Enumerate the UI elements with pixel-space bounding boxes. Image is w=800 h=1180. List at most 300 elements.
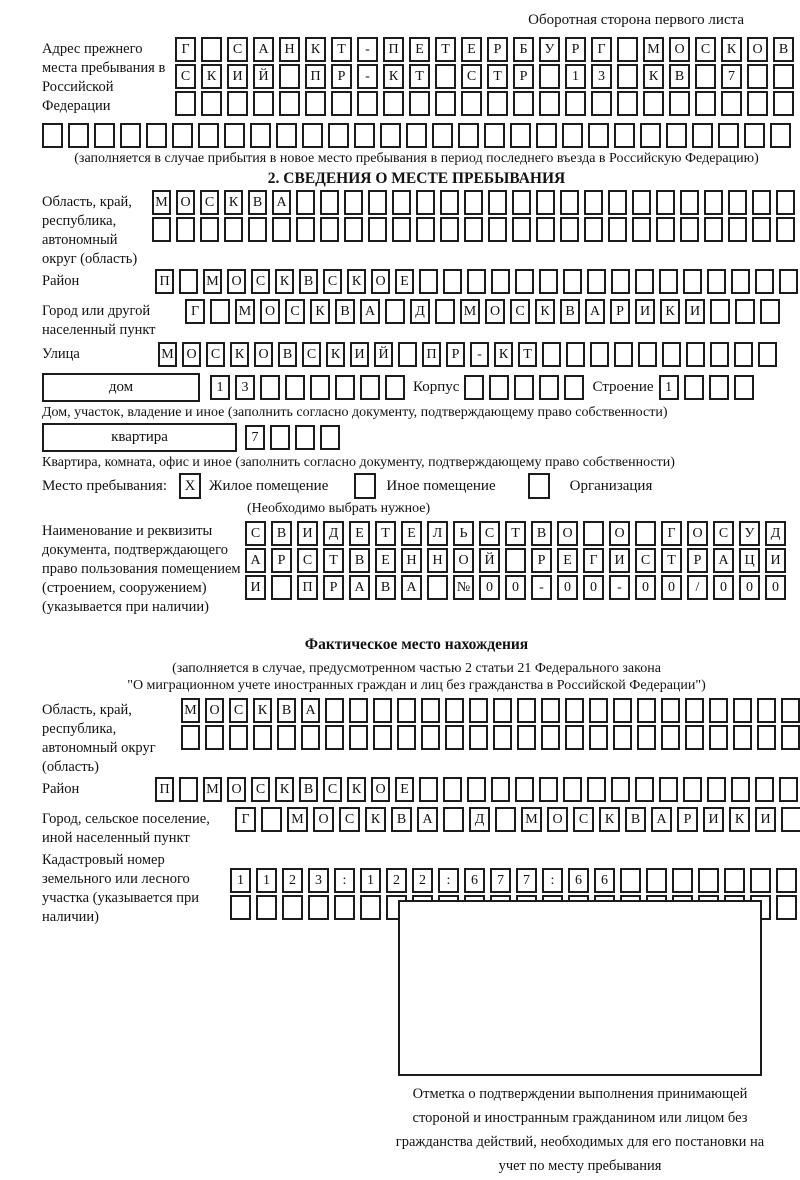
form-cell: Р	[331, 64, 352, 89]
page-side-note: Оборотная сторона первого листа	[528, 12, 744, 28]
form-cell: О	[227, 777, 246, 802]
form-cell	[710, 342, 729, 367]
registration-stamp-note: Отметка о подтверждении выполнения принимающей стороной и иностранным гражданином или лицом без гражданства действий, необходимых для его постановки на учет по месту пребывания	[395, 1086, 765, 1174]
form-cell	[617, 64, 638, 89]
form-cell	[728, 190, 747, 215]
form-cell: О	[313, 807, 334, 832]
form-cell: -	[357, 64, 378, 89]
street-row	[158, 342, 777, 367]
form-cell: Г	[185, 299, 205, 324]
form-cell	[467, 777, 486, 802]
form-cell	[271, 575, 292, 600]
region-row-1	[152, 190, 795, 215]
form-cell	[301, 725, 320, 750]
form-cell	[637, 698, 656, 723]
form-cell: В	[271, 521, 292, 546]
form-cell: Г	[583, 548, 604, 573]
form-cell	[427, 575, 448, 600]
form-cell: С	[251, 777, 270, 802]
form-cell	[279, 91, 300, 116]
actual-district-row	[155, 777, 798, 802]
form-cell: С	[323, 269, 342, 294]
form-cell	[656, 217, 675, 242]
form-cell: И	[609, 548, 630, 573]
form-cell	[672, 868, 693, 893]
form-cell	[779, 269, 798, 294]
form-cell	[487, 91, 508, 116]
form-cell	[721, 91, 742, 116]
form-cell: К	[230, 342, 249, 367]
form-cell: 0	[557, 575, 578, 600]
form-cell: Е	[375, 548, 396, 573]
actual-city-row	[235, 807, 800, 832]
actual-location-caption-1: (заполняется в случае, предусмотренном частью 2 статьи 21 Федерального закона	[172, 661, 661, 676]
form-cell	[368, 217, 387, 242]
form-cell: Т	[505, 521, 526, 546]
form-cell: 0	[505, 575, 526, 600]
document-row-1	[245, 521, 786, 546]
form-cell	[328, 123, 349, 148]
form-cell	[419, 269, 438, 294]
district-label: Район	[42, 273, 80, 289]
form-cell	[635, 521, 656, 546]
previous-address-row-4	[42, 123, 791, 148]
form-cell	[320, 190, 339, 215]
document-label: Наименование и реквизиты документа, подтверждающего право пользования помещением (строением, сооружением) (указывается при наличии)	[42, 523, 241, 615]
form-cell: 0	[479, 575, 500, 600]
form-cell: К	[535, 299, 555, 324]
house-line	[42, 373, 791, 402]
form-cell: 7	[490, 868, 511, 893]
form-cell: Р	[531, 548, 552, 573]
form-cell: И	[245, 575, 266, 600]
form-cell: -	[609, 575, 630, 600]
section2-title: 2. СВЕДЕНИЯ О МЕСТЕ ПРЕБЫВАНИЯ	[267, 170, 566, 187]
form-cell	[781, 807, 800, 832]
form-cell	[613, 725, 632, 750]
stay-type-option-organization: Организация	[569, 477, 653, 494]
form-cell: Е	[461, 37, 482, 62]
form-cell: 3	[308, 868, 329, 893]
form-cell	[735, 299, 755, 324]
form-cell	[250, 123, 271, 148]
form-cell	[320, 217, 339, 242]
form-cell: №	[453, 575, 474, 600]
form-cell	[432, 123, 453, 148]
form-cell	[683, 777, 702, 802]
form-cell: С	[461, 64, 482, 89]
field-previous-address	[42, 37, 791, 123]
form-cell	[513, 91, 534, 116]
form-cell: Д	[469, 807, 490, 832]
form-cell: О	[669, 37, 690, 62]
form-cell: Т	[375, 521, 396, 546]
field-document	[42, 519, 791, 635]
form-cell: В	[278, 342, 297, 367]
form-cell	[591, 91, 612, 116]
form-cell: Н	[279, 37, 300, 62]
form-cell	[435, 91, 456, 116]
form-cell	[770, 123, 791, 148]
form-cell: Й	[479, 548, 500, 573]
previous-address-row-1	[175, 37, 794, 62]
field-actual-district	[42, 777, 791, 804]
form-cell	[517, 698, 536, 723]
form-cell	[443, 807, 464, 832]
form-cell	[385, 375, 405, 400]
form-cell	[491, 269, 510, 294]
form-cell	[776, 895, 797, 920]
form-cell: К	[643, 64, 664, 89]
form-cell: С	[251, 269, 270, 294]
form-cell: С	[695, 37, 716, 62]
form-cell	[757, 698, 776, 723]
form-cell: В	[669, 64, 690, 89]
form-cell: К	[224, 190, 243, 215]
form-cell	[435, 299, 455, 324]
form-cell: Ь	[453, 521, 474, 546]
form-cell: О	[176, 190, 195, 215]
form-cell: К	[253, 698, 272, 723]
form-cell: М	[287, 807, 308, 832]
form-cell	[175, 91, 196, 116]
form-cell: Е	[409, 37, 430, 62]
form-cell: О	[547, 807, 568, 832]
form-cell: О	[557, 521, 578, 546]
form-cell	[611, 777, 630, 802]
form-cell	[146, 123, 167, 148]
form-cell: Р	[610, 299, 630, 324]
form-cell	[305, 91, 326, 116]
form-cell: О	[371, 269, 390, 294]
building-cells	[659, 375, 754, 400]
form-cell: П	[155, 269, 174, 294]
form-cell: С	[175, 64, 196, 89]
form-cell: 1	[360, 868, 381, 893]
form-cell	[704, 190, 723, 215]
form-cell: Е	[395, 269, 414, 294]
form-cell: М	[203, 269, 222, 294]
form-cell	[563, 269, 582, 294]
field-actual-region	[42, 698, 791, 777]
form-cell: К	[275, 777, 294, 802]
form-cell: Е	[349, 521, 370, 546]
form-cell	[686, 342, 705, 367]
stay-type-option-other: Иное помещение	[386, 477, 496, 494]
form-cell	[718, 123, 739, 148]
form-cell: И	[765, 548, 786, 573]
form-cell	[620, 868, 641, 893]
form-cell: А	[253, 37, 274, 62]
form-cell	[383, 91, 404, 116]
form-cell	[42, 123, 63, 148]
form-cell	[409, 91, 430, 116]
form-cell: Л	[427, 521, 448, 546]
form-cell	[200, 217, 219, 242]
form-cell: Д	[765, 521, 786, 546]
form-cell: И	[635, 299, 655, 324]
form-cell	[349, 725, 368, 750]
form-cell	[272, 217, 291, 242]
stay-type-note: (Необходимо выбрать нужное)	[247, 501, 431, 516]
city-label: Город или другой населенный пункт	[42, 303, 156, 338]
form-cell: К	[721, 37, 742, 62]
form-cell	[733, 725, 752, 750]
actual-region-row-2	[181, 725, 800, 750]
actual-region-row-1	[181, 698, 800, 723]
form-cell	[392, 190, 411, 215]
form-cell: Р	[271, 548, 292, 573]
form-cell	[435, 64, 456, 89]
apartment-box-label: квартира	[42, 423, 237, 452]
form-cell: Р	[323, 575, 344, 600]
form-cell: С	[510, 299, 530, 324]
form-cell	[611, 269, 630, 294]
form-cell	[296, 190, 315, 215]
form-cell	[695, 91, 716, 116]
form-cell	[709, 698, 728, 723]
form-cell: Г	[661, 521, 682, 546]
form-cell	[661, 698, 680, 723]
form-cell	[565, 698, 584, 723]
form-cell	[776, 217, 795, 242]
form-cell	[397, 725, 416, 750]
form-cell	[750, 868, 771, 893]
form-cell: К	[494, 342, 513, 367]
form-cell	[514, 375, 534, 400]
form-cell	[541, 725, 560, 750]
form-cell: Е	[401, 521, 422, 546]
form-cell: 3	[591, 64, 612, 89]
form-cell	[661, 725, 680, 750]
form-cell	[666, 123, 687, 148]
form-cell	[588, 123, 609, 148]
stay-type-checkbox-other	[354, 473, 376, 499]
form-cell: К	[660, 299, 680, 324]
form-cell: В	[299, 777, 318, 802]
form-cell: А	[651, 807, 672, 832]
form-cell: И	[227, 64, 248, 89]
form-cell: О	[453, 548, 474, 573]
form-cell: О	[687, 521, 708, 546]
apartment-line	[42, 423, 791, 452]
form-cell: В	[625, 807, 646, 832]
form-cell: В	[391, 807, 412, 832]
form-cell	[724, 868, 745, 893]
form-cell	[464, 217, 483, 242]
stay-type-line	[42, 473, 791, 499]
form-cell	[179, 777, 198, 802]
form-cell	[760, 299, 780, 324]
form-cell: М	[203, 777, 222, 802]
form-cell	[560, 217, 579, 242]
form-cell	[536, 217, 555, 242]
form-cell	[445, 698, 464, 723]
form-cell	[270, 425, 290, 450]
form-cell	[406, 123, 427, 148]
form-cell	[536, 123, 557, 148]
form-cell	[560, 190, 579, 215]
apartment-cells	[245, 425, 340, 450]
form-cell	[637, 725, 656, 750]
form-cell	[488, 190, 507, 215]
form-cell	[484, 123, 505, 148]
form-cell	[752, 217, 771, 242]
form-cell: 2	[412, 868, 433, 893]
form-cell: Б	[513, 37, 534, 62]
form-cell	[709, 725, 728, 750]
previous-address-caption: (заполняется в случае прибытия в новое место пребывания в период последнего въезда в Российскую Федерацию)	[74, 151, 759, 166]
form-cell: 0	[661, 575, 682, 600]
form-cell	[230, 895, 251, 920]
form-cell: О	[182, 342, 201, 367]
form-cell	[198, 123, 219, 148]
form-cell	[707, 269, 726, 294]
form-cell: С	[285, 299, 305, 324]
form-cell: 2	[386, 868, 407, 893]
form-cell	[646, 868, 667, 893]
form-cell	[698, 868, 719, 893]
form-cell	[443, 777, 462, 802]
document-row-2	[245, 548, 786, 573]
form-cell	[392, 217, 411, 242]
field-district	[42, 269, 791, 296]
form-cell: С	[297, 548, 318, 573]
cadastral-label: Кадастровый номер земельного или лесного участка (указывается при наличии)	[42, 852, 199, 925]
form-cell: 1	[210, 375, 230, 400]
form-cell	[419, 777, 438, 802]
form-cell	[331, 91, 352, 116]
form-cell	[731, 269, 750, 294]
form-cell: П	[297, 575, 318, 600]
form-cell	[685, 698, 704, 723]
form-cell	[613, 698, 632, 723]
form-cell: С	[229, 698, 248, 723]
form-cell: 0	[765, 575, 786, 600]
form-cell	[94, 123, 115, 148]
form-cell	[584, 190, 603, 215]
form-cell	[669, 91, 690, 116]
block-label: Корпус	[413, 379, 460, 395]
form-cell	[695, 64, 716, 89]
form-cell	[464, 375, 484, 400]
form-cell: О	[609, 521, 630, 546]
form-cell	[368, 190, 387, 215]
form-cell	[398, 342, 417, 367]
form-cell: Т	[409, 64, 430, 89]
form-cell	[256, 895, 277, 920]
field-street	[42, 342, 791, 369]
form-cell: А	[360, 299, 380, 324]
form-cell	[752, 190, 771, 215]
region-row-2	[152, 217, 795, 242]
form-cell: Н	[427, 548, 448, 573]
form-cell	[776, 868, 797, 893]
form-cell: 0	[713, 575, 734, 600]
form-cell: К	[599, 807, 620, 832]
form-cell	[248, 217, 267, 242]
form-cell: А	[585, 299, 605, 324]
form-cell	[773, 64, 794, 89]
form-cell	[587, 269, 606, 294]
form-cell	[632, 190, 651, 215]
form-cell	[205, 725, 224, 750]
form-cell: С	[302, 342, 321, 367]
field-city	[42, 299, 791, 340]
form-cell: Т	[323, 548, 344, 573]
form-cell: 6	[464, 868, 485, 893]
form-cell	[491, 777, 510, 802]
cadastral-row-1	[230, 868, 797, 893]
form-cell	[334, 895, 355, 920]
form-cell: И	[685, 299, 705, 324]
previous-address-row-2	[175, 64, 794, 89]
form-cell: 0	[635, 575, 656, 600]
form-cell: М	[158, 342, 177, 367]
form-cell	[440, 217, 459, 242]
registration-stamp-box	[398, 900, 762, 1076]
form-cell: М	[152, 190, 171, 215]
form-cell	[512, 190, 531, 215]
form-cell: 6	[594, 868, 615, 893]
form-cell	[755, 777, 774, 802]
form-cell: П	[155, 777, 174, 802]
house-caption: Дом, участок, владение и иное (заполнить согласно документу, подтверждающему право собственности)	[42, 405, 668, 420]
form-cell	[335, 375, 355, 400]
form-cell	[282, 895, 303, 920]
form-cell	[733, 698, 752, 723]
form-cell: К	[305, 37, 326, 62]
form-cell	[744, 123, 765, 148]
form-cell	[757, 725, 776, 750]
form-cell: К	[347, 777, 366, 802]
form-cell	[608, 217, 627, 242]
form-cell: О	[747, 37, 768, 62]
form-cell: А	[272, 190, 291, 215]
form-cell	[728, 217, 747, 242]
form-cell	[608, 190, 627, 215]
form-cell	[464, 190, 483, 215]
form-cell	[416, 217, 435, 242]
form-cell	[385, 299, 405, 324]
form-cell	[515, 777, 534, 802]
stay-type-option-residential: Жилое помещение	[209, 477, 329, 494]
form-cell	[469, 698, 488, 723]
form-cell: 1	[565, 64, 586, 89]
form-cell	[566, 342, 585, 367]
form-cell: В	[560, 299, 580, 324]
stay-type-label: Место пребывания:	[42, 477, 167, 494]
form-cell	[493, 698, 512, 723]
district-row	[155, 269, 798, 294]
form-cell: :	[438, 868, 459, 893]
form-cell	[683, 269, 702, 294]
form-cell	[349, 698, 368, 723]
form-cell	[539, 91, 560, 116]
form-cell: С	[200, 190, 219, 215]
form-cell	[632, 217, 651, 242]
form-cell	[659, 777, 678, 802]
form-cell: Е	[557, 548, 578, 573]
form-cell: Т	[331, 37, 352, 62]
form-cell: 0	[739, 575, 760, 600]
stay-type-checkbox-residential: X	[179, 473, 201, 499]
city-row	[185, 299, 780, 324]
form-cell: П	[422, 342, 441, 367]
form-cell	[458, 123, 479, 148]
form-cell	[707, 777, 726, 802]
form-cell: Д	[323, 521, 344, 546]
